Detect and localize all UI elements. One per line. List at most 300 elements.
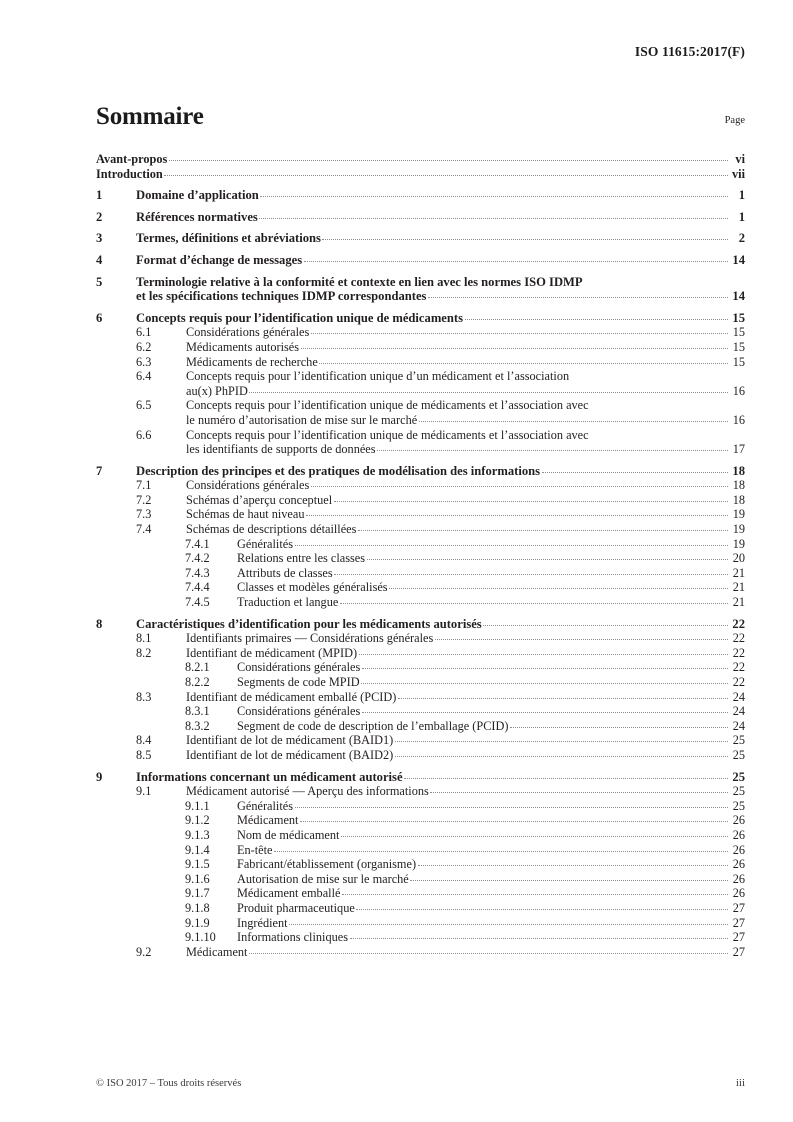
- toc-entry-label: Description des principes et des pratiques de modélisation des informations: [136, 463, 541, 478]
- toc-entry-number: 7.2: [136, 492, 152, 507]
- toc-dot-leader: [289, 916, 728, 927]
- toc-entry-line[interactable]: [96, 537, 745, 552]
- toc-entry-line[interactable]: [96, 566, 745, 581]
- toc-entry: [96, 398, 745, 413]
- toc-entry: [96, 843, 745, 858]
- toc-entry-line[interactable]: [96, 167, 745, 182]
- toc-dot-leader: [435, 631, 728, 642]
- toc-entry: [96, 784, 745, 799]
- toc-entry-number: 7.4.2: [185, 551, 210, 566]
- toc-entry-line[interactable]: [96, 384, 745, 399]
- toc-entry-line[interactable]: [96, 311, 745, 326]
- toc-entry-label: Segments de code MPID: [237, 675, 360, 689]
- toc-entry: [96, 253, 745, 268]
- toc-dot-leader: [334, 566, 728, 577]
- toc-entry-number: 9.1.8: [185, 900, 210, 915]
- toc-entry-label: Format d’échange de messages: [136, 252, 303, 267]
- toc-entry-page-number: 2: [738, 231, 745, 246]
- toc-entry-number: 8.4: [136, 733, 152, 748]
- toc-entry-page-number: 18: [732, 492, 745, 507]
- toc-entry-line[interactable]: [96, 675, 745, 690]
- toc-entry-page-number: 19: [732, 536, 745, 551]
- toc-entry: [96, 413, 745, 428]
- toc-entry-line[interactable]: [96, 857, 745, 872]
- toc-entry: [96, 813, 745, 828]
- toc-entry-number: 9.1.1: [185, 798, 210, 813]
- toc-entry-number: 8.5: [136, 747, 152, 762]
- document-reference-header: ISO 11615:2017(F): [634, 44, 745, 59]
- toc-entry-page-number: 21: [732, 595, 745, 610]
- toc-entry-line[interactable]: [96, 493, 745, 508]
- toc-entry: [96, 167, 745, 182]
- toc-dot-leader: [249, 945, 728, 956]
- toc-entry-label: Classes et modèles généralisés: [237, 580, 388, 595]
- toc-entry-line[interactable]: [96, 843, 745, 858]
- toc-entry-number: 9.1.3: [185, 827, 210, 842]
- toc-entry-label: Terminologie relative à la conformité et contexte en lien avec les normes ISO IDMP: [136, 274, 583, 289]
- toc-entry-line[interactable]: [96, 210, 745, 225]
- toc-entry-line[interactable]: [96, 464, 745, 479]
- toc-entry-number: 9.1: [136, 784, 152, 799]
- toc-entry-number: 1: [96, 188, 103, 203]
- toc-entry-line[interactable]: [96, 930, 745, 945]
- toc-entry-number: 9.1.5: [185, 857, 210, 872]
- toc-dot-leader: [342, 886, 728, 897]
- toc-entry-page-number: 24: [732, 718, 745, 733]
- toc-entry-number: 8.1: [136, 631, 152, 646]
- toc-entry-line[interactable]: [96, 828, 745, 843]
- toc-entry-label: Segment de code de description de l’emballage (PCID): [237, 718, 509, 733]
- toc-entry-label: Caractéristiques d’identification pour les médicaments autorisés: [136, 616, 482, 631]
- toc-entry-label: Introduction: [96, 166, 163, 181]
- toc-dot-leader: [311, 478, 728, 489]
- toc-dot-leader: [304, 253, 728, 264]
- toc-entry-line[interactable]: [96, 551, 745, 566]
- toc-entry-page-number: 16: [732, 412, 745, 427]
- toc-entry-number: 3: [96, 231, 103, 246]
- toc-entry: [96, 522, 745, 537]
- toc-dot-leader: [295, 799, 729, 810]
- toc-entry-line[interactable]: [96, 188, 745, 203]
- toc-entry-line[interactable]: [96, 886, 745, 901]
- toc-entry-label: Identifiant de lot de médicament (BAID1): [186, 733, 394, 748]
- toc-entry: [96, 733, 745, 748]
- toc-dot-leader: [410, 872, 728, 883]
- toc-entry-number: 8: [96, 616, 103, 631]
- toc-entry-page-number: 17: [732, 442, 745, 457]
- toc-dot-leader: [311, 325, 728, 336]
- toc-entry-line[interactable]: [96, 872, 745, 887]
- toc-entry: [96, 384, 745, 399]
- toc-entry: [96, 325, 745, 340]
- toc-entry-label: Ingrédient: [237, 915, 288, 930]
- toc-entry-line[interactable]: [96, 442, 745, 457]
- toc-entry-page-number: vi: [735, 152, 745, 166]
- toc-entry-label: Schémas de haut niveau: [186, 507, 305, 522]
- toc-entry-line[interactable]: [96, 325, 745, 340]
- toc-entry-label: Généralités: [237, 536, 293, 551]
- toc-entry-line[interactable]: [96, 770, 745, 785]
- toc-entry-line[interactable]: [96, 398, 745, 413]
- toc-entry-label: Domaine d’application: [136, 188, 259, 203]
- toc-entry-line[interactable]: [96, 340, 745, 355]
- toc-entry-page-number: 26: [732, 827, 745, 842]
- toc-entry-number: 7.3: [136, 507, 152, 522]
- toc-dot-leader: [356, 901, 728, 912]
- toc-entry-label: Références normatives: [136, 209, 258, 224]
- page-title: Sommaire: [96, 103, 204, 130]
- toc-dot-leader: [361, 675, 728, 686]
- toc-entry-label: Identifiants primaires — Considérations générales: [186, 631, 434, 646]
- toc-entry-label: Médicament: [237, 813, 299, 828]
- toc-dot-leader: [395, 733, 728, 744]
- toc-entry-page-number: 18: [732, 463, 745, 478]
- toc-dot-leader: [164, 167, 728, 178]
- toc-entry-number: 9.1.2: [185, 813, 210, 828]
- toc-entry-page-number: 26: [732, 813, 745, 828]
- toc-entry-page-number: 19: [732, 522, 745, 537]
- toc-entry-label: Concepts requis pour l’identification unique d’un médicament et l’association: [186, 369, 570, 384]
- toc-entry-label: Concepts requis pour l’identification unique de médicaments: [136, 310, 463, 325]
- toc-entry-label: le numéro d’autorisation de mise sur le marché: [186, 412, 418, 427]
- toc-entry-number: 7.4.3: [185, 565, 210, 580]
- toc-entry-line[interactable]: [96, 289, 745, 304]
- toc-entry-page-number: 15: [732, 354, 745, 369]
- toc-entry-number: 8.3.2: [185, 718, 210, 733]
- toc-entry: [96, 355, 745, 370]
- toc-dot-leader: [301, 340, 728, 351]
- toc-dot-leader: [350, 930, 729, 941]
- toc-entry-line[interactable]: [96, 813, 745, 828]
- toc-entry-number: 2: [96, 209, 103, 224]
- toc-entry-page-number: 22: [732, 631, 745, 646]
- toc-dot-leader: [571, 369, 728, 380]
- toc-entry-page-number: 19: [732, 507, 745, 522]
- toc-entry-page-number: 18: [732, 478, 745, 493]
- toc-entry-number: 6.4: [136, 369, 152, 384]
- toc-entry-number: 8.3: [136, 689, 152, 704]
- toc-entry-line[interactable]: [96, 901, 745, 916]
- toc-dot-leader: [428, 289, 728, 300]
- toc-entry-label: Considérations générales: [237, 660, 361, 675]
- toc-entry-page-number: 25: [732, 769, 745, 784]
- toc-entry: [96, 289, 745, 304]
- toc-entry: [96, 595, 745, 610]
- toc-entry-label: Autorisation de mise sur le marché: [237, 871, 409, 886]
- toc-entry-number: 6.5: [136, 398, 152, 413]
- toc-dot-leader: [377, 442, 728, 453]
- toc-entry-line[interactable]: [96, 945, 745, 960]
- toc-entry-page-number: 27: [732, 900, 745, 915]
- toc-entry: [96, 311, 745, 326]
- toc-entry: [96, 770, 745, 785]
- toc-entry-number: 8.2: [136, 645, 152, 660]
- toc-entry: [96, 719, 745, 734]
- toc-entry-page-number: 1: [738, 188, 745, 203]
- toc-dot-leader: [395, 748, 728, 759]
- toc-entry-label: Fabricant/établissement (organisme): [237, 857, 417, 872]
- toc-entry-label: Identifiant de lot de médicament (BAID2): [186, 747, 394, 762]
- toc-entry-number: 7.4: [136, 522, 152, 537]
- toc-entry-line[interactable]: [96, 631, 745, 646]
- toc-entry-label: Produit pharmaceutique: [237, 900, 355, 915]
- toc-entry: [96, 507, 745, 522]
- toc-entry: [96, 930, 745, 945]
- toc-entry-page-number: 25: [732, 733, 745, 748]
- toc-entry: [96, 551, 745, 566]
- toc-entry-line[interactable]: [96, 660, 745, 675]
- toc-dot-leader: [584, 275, 728, 286]
- toc-entry-number: 7: [96, 463, 103, 478]
- toc-entry: [96, 442, 745, 457]
- toc-entry-label: Traduction et langue: [237, 595, 339, 610]
- toc-entry-label: En-tête: [237, 842, 273, 857]
- toc-entry-number: 8.3.1: [185, 704, 210, 719]
- toc-entry-number: 7.4.4: [185, 580, 210, 595]
- toc-entry: [96, 828, 745, 843]
- toc-entry-page-number: 22: [732, 675, 745, 689]
- toc-dot-leader: [341, 828, 728, 839]
- toc-entry-number: 9.2: [136, 944, 152, 959]
- toc-entry-line[interactable]: [96, 690, 745, 705]
- toc-entry: [96, 188, 745, 203]
- toc-entry-number: 7.4.1: [185, 536, 210, 551]
- toc-entry-page-number: 1: [738, 209, 745, 224]
- toc-entry-label: Termes, définitions et abréviations: [136, 231, 321, 246]
- toc-dot-leader: [260, 188, 728, 199]
- toc-entry: [96, 704, 745, 719]
- toc-entry-page-number: 25: [732, 784, 745, 799]
- toc-entry: [96, 464, 745, 479]
- toc-entry-label: au(x) PhPID: [186, 383, 248, 398]
- toc-entry: [96, 210, 745, 225]
- toc-dot-leader: [306, 507, 728, 518]
- toc-entry-page-number: 27: [732, 915, 745, 930]
- toc-entry-label: Identifiant de médicament emballé (PCID): [186, 689, 397, 704]
- toc-entry-page-number: 22: [732, 616, 745, 631]
- toc-entry-line[interactable]: [96, 799, 745, 814]
- toc-entry-line[interactable]: [96, 595, 745, 610]
- toc-entry: [96, 617, 745, 632]
- toc-dot-leader: [274, 843, 728, 854]
- toc-entry-page-number: 14: [732, 289, 745, 304]
- toc-entry-label: Médicaments autorisés: [186, 339, 300, 354]
- toc-entry-label: Médicament autorisé — Aperçu des informations: [186, 784, 429, 799]
- toc-entry-number: 8.2.1: [185, 660, 210, 675]
- toc-entry-label: Considérations générales: [237, 704, 361, 719]
- toc-entry: [96, 886, 745, 901]
- toc-entry-line[interactable]: [96, 748, 745, 763]
- toc-dot-leader: [340, 595, 728, 606]
- toc-dot-leader: [419, 413, 728, 424]
- toc-entry-label: Nom de médicament: [237, 827, 340, 842]
- toc-dot-leader: [404, 770, 728, 781]
- toc-entry-page-number: 15: [732, 339, 745, 354]
- toc-entry-label: Schémas d’aperçu conceptuel: [186, 492, 333, 507]
- toc-dot-leader: [542, 464, 728, 475]
- toc-title-row: [96, 104, 745, 129]
- toc-dot-leader: [358, 522, 728, 533]
- toc-entry: [96, 428, 745, 443]
- toc-entry-label: Informations concernant un médicament autorisé: [136, 769, 403, 784]
- page-folio: iii: [735, 1077, 745, 1089]
- toc-dot-leader: [259, 210, 728, 221]
- table-of-contents: [96, 152, 745, 959]
- toc-dot-leader: [465, 311, 729, 322]
- toc-entry-line[interactable]: [96, 784, 745, 799]
- toc-entry: [96, 660, 745, 675]
- toc-entry-number: 6: [96, 310, 103, 325]
- toc-entry-label: les identifiants de supports de données: [186, 442, 376, 457]
- toc-entry-number: 8.2.2: [185, 675, 210, 689]
- toc-entry-label: Médicament emballé: [237, 886, 341, 901]
- toc-entry-label: Relations entre les classes: [237, 551, 366, 566]
- toc-entry: [96, 857, 745, 872]
- toc-entry-label: Schémas de descriptions détaillées: [186, 522, 357, 537]
- toc-entry-page-number: 25: [732, 798, 745, 813]
- toc-entry-line[interactable]: [96, 522, 745, 537]
- toc-dot-leader: [590, 398, 728, 409]
- toc-entry-page-number: 21: [732, 580, 745, 595]
- toc-dot-leader: [430, 784, 728, 795]
- toc-dot-leader: [362, 704, 728, 715]
- toc-dot-leader: [483, 617, 728, 628]
- toc-entry-page-number: 15: [732, 325, 745, 340]
- page-footer: [96, 1077, 745, 1089]
- toc-entry-page-number: 24: [732, 704, 745, 719]
- toc-entry-line[interactable]: [96, 617, 745, 632]
- toc-entry-line[interactable]: [96, 507, 745, 522]
- toc-entry-number: 9.1.4: [185, 842, 210, 857]
- toc-entry-line[interactable]: [96, 719, 745, 734]
- toc-dot-leader: [418, 857, 728, 868]
- toc-entry-label: Avant-propos: [96, 152, 168, 166]
- toc-entry: [96, 369, 745, 384]
- toc-entry-label: Médicament: [186, 944, 248, 959]
- toc-entry-page-number: 27: [732, 930, 745, 945]
- copyright-notice: © ISO 2017 – Tous droits réservés: [96, 1078, 242, 1089]
- toc-dot-leader: [367, 551, 728, 562]
- page-column-label: Page: [724, 115, 745, 126]
- toc-entry-page-number: 26: [732, 886, 745, 901]
- toc-entry-line[interactable]: [96, 646, 745, 661]
- toc-entry-line[interactable]: [96, 478, 745, 493]
- toc-entry-line[interactable]: [96, 369, 745, 384]
- toc-entry-line[interactable]: [96, 704, 745, 719]
- toc-entry-label: Médicaments de recherche: [186, 354, 318, 369]
- toc-dot-leader: [319, 355, 728, 366]
- toc-entry: [96, 231, 745, 246]
- toc-entry-number: 9.1.9: [185, 915, 210, 930]
- toc-entry-label: Concepts requis pour l’identification unique de médicaments et l’association avec: [186, 427, 589, 442]
- toc-entry-page-number: 26: [732, 857, 745, 872]
- toc-dot-leader: [169, 152, 728, 163]
- toc-entry-label: Informations cliniques: [237, 930, 348, 945]
- toc-entry-number: 6.2: [136, 339, 152, 354]
- toc-entry: [96, 646, 745, 661]
- toc-entry-page-number: 25: [732, 747, 745, 762]
- toc-entry-page-number: 14: [732, 252, 745, 267]
- toc-entry: [96, 675, 745, 690]
- toc-entry-number: 6.1: [136, 325, 152, 340]
- toc-entry-number: 4: [96, 252, 103, 267]
- toc-entry-number: 9.1.6: [185, 871, 210, 886]
- toc-entry-page-number: 22: [732, 645, 745, 660]
- toc-entry: [96, 690, 745, 705]
- toc-entry-label: Considérations générales: [186, 478, 310, 493]
- toc-entry-label: Considérations générales: [186, 325, 310, 340]
- toc-entry: [96, 152, 745, 167]
- toc-entry-line[interactable]: [96, 580, 745, 595]
- toc-entry-line[interactable]: [96, 916, 745, 931]
- toc-dot-leader: [359, 646, 728, 657]
- toc-entry-number: 9: [96, 769, 103, 784]
- toc-entry: [96, 566, 745, 581]
- toc-dot-leader: [362, 660, 728, 671]
- toc-entry: [96, 799, 745, 814]
- toc-dot-leader: [398, 690, 728, 701]
- toc-dot-leader: [295, 537, 729, 548]
- toc-dot-leader: [389, 580, 728, 591]
- toc-entry-page-number: 27: [732, 944, 745, 959]
- toc-entry: [96, 901, 745, 916]
- toc-entry-line[interactable]: [96, 152, 745, 167]
- toc-entry: [96, 275, 745, 290]
- toc-entry-number: 6.6: [136, 427, 152, 442]
- toc-entry: [96, 945, 745, 960]
- toc-entry: [96, 916, 745, 931]
- toc-dot-leader: [322, 231, 728, 242]
- toc-entry-page-number: 26: [732, 871, 745, 886]
- toc-entry: [96, 631, 745, 646]
- toc-entry: [96, 478, 745, 493]
- toc-entry-line[interactable]: [96, 275, 745, 290]
- toc-entry-page-number: 21: [732, 565, 745, 580]
- toc-entry: [96, 537, 745, 552]
- toc-entry: [96, 872, 745, 887]
- toc-entry: [96, 580, 745, 595]
- toc-entry-label: Concepts requis pour l’identification unique de médicaments et l’association avec: [186, 398, 589, 413]
- toc-dot-leader: [590, 428, 728, 439]
- toc-entry-page-number: 16: [732, 383, 745, 398]
- toc-entry-line[interactable]: [96, 733, 745, 748]
- toc-entry-label: et les spécifications techniques IDMP correspondantes: [136, 289, 427, 304]
- toc-entry: [96, 493, 745, 508]
- toc-entry-number: 7.1: [136, 478, 152, 493]
- toc-entry-number: 6.3: [136, 354, 152, 369]
- toc-entry-label: Généralités: [237, 798, 293, 813]
- toc-dot-leader: [510, 719, 728, 730]
- toc-dot-leader: [334, 493, 728, 504]
- toc-entry-page-number: 20: [732, 551, 745, 566]
- toc-entry-label: Attributs de classes: [237, 565, 333, 580]
- toc-entry-page-number: 22: [732, 660, 745, 675]
- toc-entry-page-number: 15: [732, 310, 745, 325]
- toc-entry-line[interactable]: [96, 413, 745, 428]
- toc-entry-label: Identifiant de médicament (MPID): [186, 645, 358, 660]
- toc-entry-page-number: 26: [732, 842, 745, 857]
- toc-entry-line[interactable]: [96, 253, 745, 268]
- toc-entry-line[interactable]: [96, 231, 745, 246]
- toc-entry-number: 9.1.7: [185, 886, 210, 901]
- toc-entry-line[interactable]: [96, 428, 745, 443]
- toc-entry-line[interactable]: [96, 355, 745, 370]
- toc-entry: [96, 748, 745, 763]
- toc-entry-number: 7.4.5: [185, 595, 210, 610]
- toc-entry-page-number: 24: [732, 689, 745, 704]
- toc-entry: [96, 340, 745, 355]
- toc-entry-page-number: vii: [732, 166, 745, 181]
